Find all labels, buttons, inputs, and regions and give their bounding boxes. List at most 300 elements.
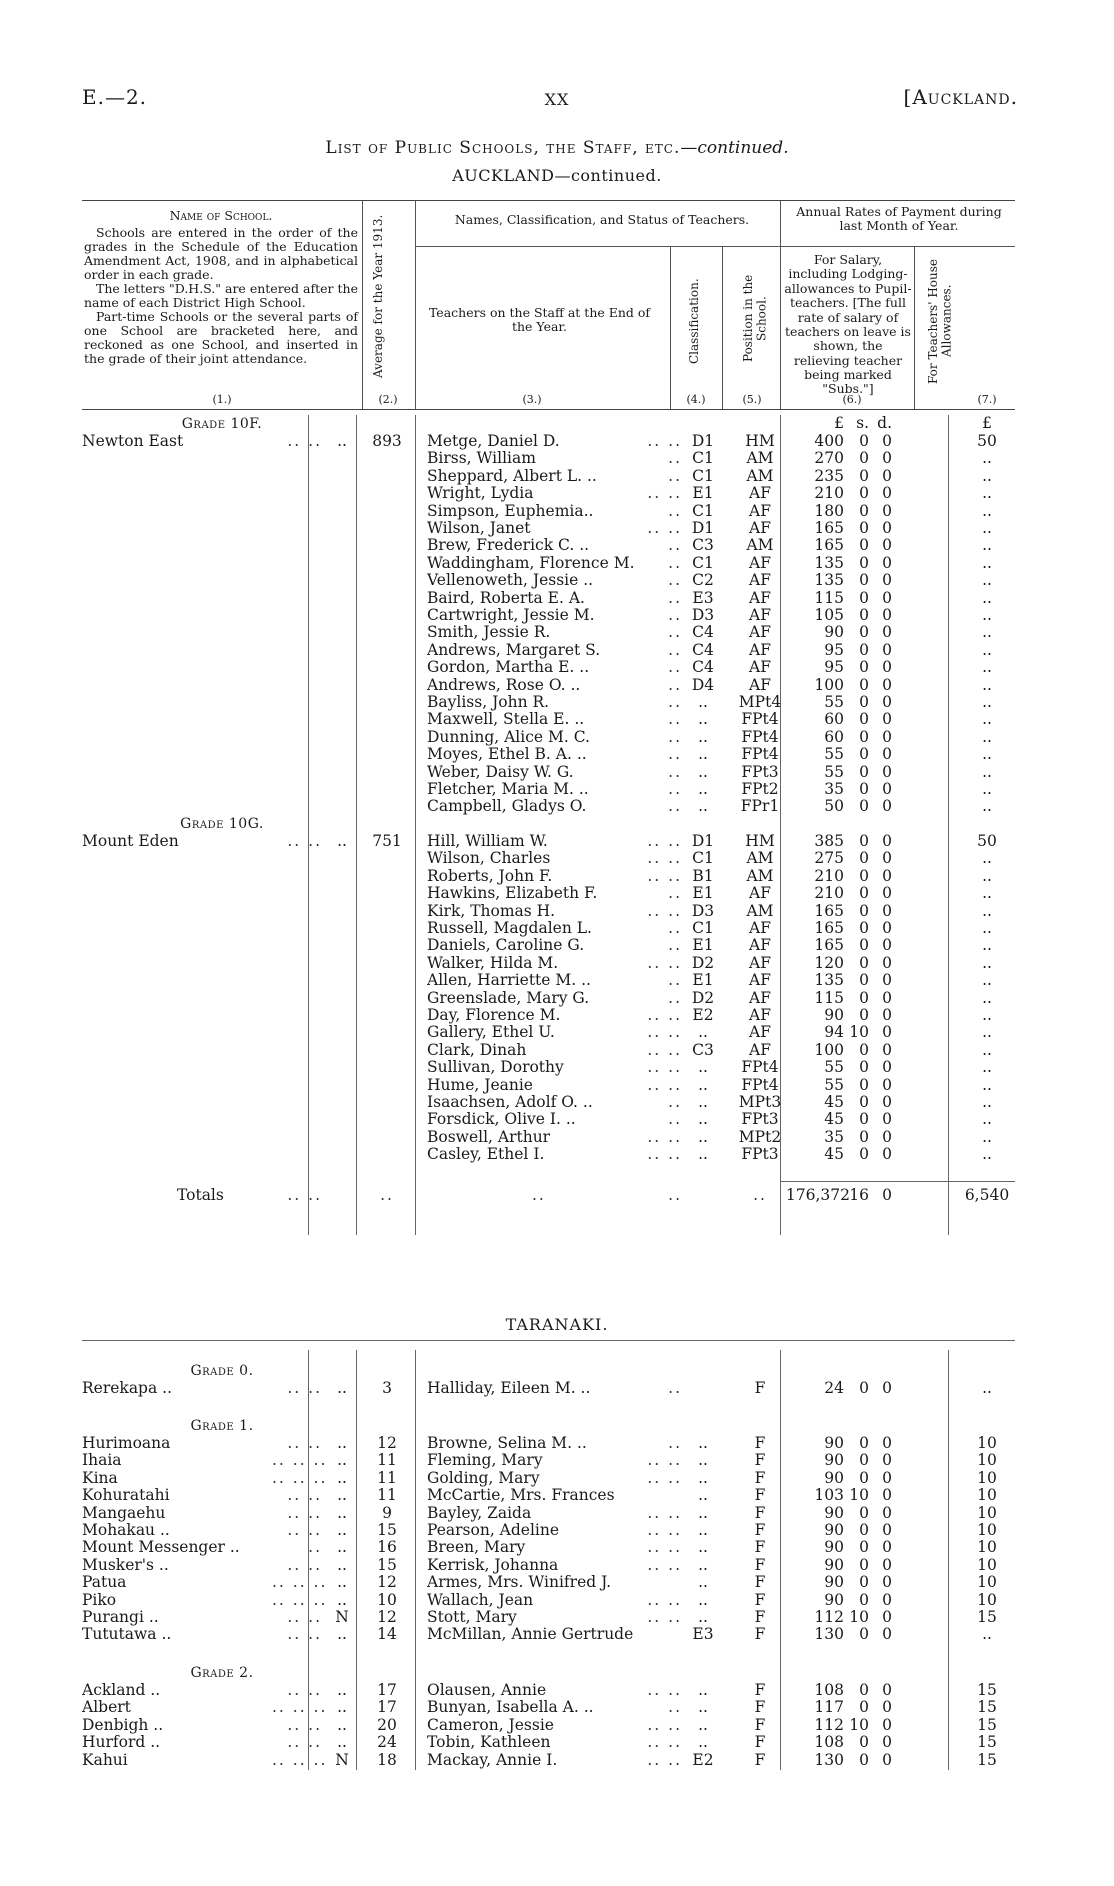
- salary-pounds: 94: [824, 1023, 844, 1042]
- table-row: [82, 1470, 1015, 1487]
- house-allowance: ..: [982, 449, 992, 468]
- table-row: [82, 955, 1015, 972]
- leader-dots: ..: [668, 797, 682, 816]
- leader-dots: .. .. ..: [272, 1573, 328, 1592]
- salary-shillings: 0: [859, 710, 869, 729]
- teacher-name: Greenslade, Mary G.: [427, 989, 590, 1007]
- allowance-unit: £: [982, 414, 992, 432]
- salary-pence: 0: [882, 571, 892, 590]
- teacher-name: Wilson, Janet: [427, 520, 531, 537]
- table-row: [82, 433, 1015, 450]
- grade-heading: Grade 0.: [190, 1363, 254, 1379]
- average-attendance: 14: [377, 1625, 397, 1644]
- table-row: [82, 1734, 1015, 1751]
- page-title: [0, 138, 1114, 158]
- salary-shillings: 0: [859, 1573, 869, 1592]
- section-rule: [82, 1340, 1015, 1341]
- classification: ..: [698, 1521, 708, 1539]
- average-attendance: 11: [377, 1468, 397, 1487]
- table-row: [82, 1574, 1015, 1591]
- teacher-name: McCartie, Mrs. Frances: [427, 1487, 615, 1505]
- teacher-name: Birss, William: [427, 450, 536, 468]
- leader-dots: ..: [668, 1110, 682, 1129]
- average-attendance: 12: [377, 1434, 397, 1452]
- school-name: Hurimoana: [82, 1435, 171, 1452]
- house-allowance: 10: [977, 1590, 997, 1609]
- leader-dots: ..: [308, 1538, 322, 1557]
- salary-shillings: 0: [859, 1538, 869, 1557]
- leader-dots: .. ..: [647, 832, 682, 850]
- salary-pounds: 55: [824, 693, 844, 711]
- house-allowance: 15: [977, 1715, 997, 1734]
- leader-dots: .. ..: [647, 1145, 682, 1164]
- native-marker: ..: [337, 1698, 347, 1717]
- column-header: [82, 200, 1015, 410]
- salary-pounds: 112: [814, 1715, 844, 1734]
- average-attendance: 3: [382, 1379, 392, 1397]
- totals-shillings: 16: [849, 1186, 869, 1204]
- salary-pounds: 24: [824, 1379, 844, 1397]
- salary-pence: 0: [882, 1573, 892, 1592]
- house-allowance: 10: [977, 1521, 997, 1539]
- table-row: [82, 1129, 1015, 1146]
- classification: ..: [698, 1075, 708, 1094]
- teacher-name: Hume, Jeanie: [427, 1076, 533, 1094]
- teacher-name: Simpson, Euphemia..: [427, 502, 594, 520]
- school-name: Ackland ..: [82, 1682, 161, 1699]
- position: F: [754, 1608, 766, 1626]
- pence-unit: d.: [877, 414, 892, 432]
- salary-pounds: 95: [824, 658, 844, 677]
- position: FPt4: [741, 727, 779, 746]
- leader-dots: ..: [668, 640, 682, 659]
- house-allowance: ..: [982, 466, 992, 485]
- classification: ..: [698, 1093, 708, 1111]
- salary-shillings: 10: [849, 1023, 869, 1042]
- salary-pounds: 108: [814, 1681, 844, 1699]
- teacher-name: Stott, Mary: [427, 1609, 517, 1626]
- classification: C1: [692, 449, 714, 468]
- position: FPt4: [741, 1075, 779, 1094]
- leader-dots: .. ..: [647, 866, 682, 885]
- col-number-6: (6.): [842, 392, 862, 406]
- native-marker: ..: [337, 1625, 347, 1644]
- teacher-name: Day, Florence M.: [427, 1007, 561, 1024]
- house-allowance: 10: [977, 1538, 997, 1557]
- salary-pence: 0: [882, 1040, 892, 1059]
- table-row: [82, 885, 1015, 902]
- position: FPt2: [741, 780, 779, 798]
- salary-pence: 0: [882, 797, 892, 816]
- house-allowance: 10: [977, 1503, 997, 1522]
- classification: ..: [698, 1590, 708, 1609]
- salary-shillings: 0: [859, 745, 869, 764]
- teacher-name: Baird, Roberta E. A.: [427, 589, 585, 607]
- teacher-name: Sullivan, Dorothy: [427, 1059, 564, 1077]
- table-row: [82, 1452, 1015, 1469]
- salary-pence: 0: [882, 1075, 892, 1094]
- leader-dots: ..: [668, 658, 682, 677]
- report-code: E.—2.: [82, 85, 148, 109]
- salary-shillings: 0: [859, 953, 869, 972]
- native-marker: N: [335, 1608, 349, 1626]
- salary-pence: 0: [882, 606, 892, 624]
- table-row: [82, 572, 1015, 589]
- salary-pence: 0: [882, 466, 892, 485]
- salary-pence: 0: [882, 1715, 892, 1734]
- salary-pounds: 165: [814, 919, 844, 937]
- table-row: [82, 1111, 1015, 1128]
- position: F: [754, 1715, 766, 1734]
- teacher-name: Fleming, Mary: [427, 1452, 543, 1470]
- school-name: Kahui: [82, 1751, 128, 1769]
- house-allowance: ..: [982, 1058, 992, 1077]
- average-attendance: 11: [377, 1451, 397, 1470]
- classification: D1: [691, 519, 715, 537]
- salary-pence: 0: [882, 780, 892, 798]
- leader-dots: ..: [668, 553, 682, 572]
- classification: E1: [692, 971, 714, 990]
- teacher-name: Halliday, Eileen M. ..: [427, 1380, 591, 1397]
- salary-pounds: 385: [814, 832, 844, 850]
- classification: C1: [692, 553, 714, 572]
- average-attendance: 12: [377, 1573, 397, 1592]
- salary-pounds: 90: [824, 1573, 844, 1592]
- classification: ..: [698, 797, 708, 816]
- position: AF: [749, 971, 771, 990]
- position: AF: [749, 1023, 771, 1042]
- salary-pence: 0: [882, 919, 892, 937]
- position: F: [754, 1468, 766, 1487]
- house-allowance: 15: [977, 1608, 997, 1626]
- grade-heading: Grade 10G.: [180, 816, 264, 832]
- average-attendance: 17: [377, 1698, 397, 1717]
- salary-shillings: 0: [859, 1503, 869, 1522]
- house-allowance: 10: [977, 1451, 997, 1470]
- school-name: Newton East: [82, 433, 184, 450]
- classification: ..: [698, 780, 708, 798]
- salary-shillings: 0: [859, 1555, 869, 1574]
- classification: D4: [691, 675, 715, 694]
- position: F: [754, 1681, 766, 1699]
- allowances-header: For Teachers' House Allowances.: [926, 258, 954, 384]
- salary-pence: 0: [882, 762, 892, 781]
- salary-shillings: 0: [859, 1093, 869, 1111]
- teacher-name: Weber, Daisy W. G.: [427, 763, 574, 781]
- table-row: [82, 1059, 1015, 1076]
- classification: ..: [698, 1451, 708, 1470]
- leader-dots: .. .. ..: [272, 1590, 328, 1609]
- position: F: [754, 1698, 766, 1717]
- leader-dots: ..: [668, 1093, 682, 1111]
- salary-pounds: 108: [814, 1733, 844, 1752]
- column-divider: [415, 201, 416, 409]
- leader-dots: .. ..: [287, 1521, 322, 1539]
- salary-pounds: 45: [824, 1110, 844, 1129]
- classification: ..: [698, 1468, 708, 1487]
- leader-dots: .. .. ..: [272, 1750, 328, 1769]
- teacher-name: Sheppard, Albert L. ..: [427, 467, 597, 485]
- house-allowance: ..: [982, 988, 992, 1007]
- teacher-name: Pearson, Adeline: [427, 1522, 560, 1539]
- salary-shillings: 0: [859, 1379, 869, 1397]
- table-row: [82, 1626, 1015, 1643]
- col-number-4: (4.): [686, 392, 706, 406]
- salary-shillings: 10: [849, 1608, 869, 1626]
- leader-dots: ..: [668, 919, 682, 937]
- salary-shillings: 0: [859, 919, 869, 937]
- house-allowance: ..: [982, 536, 992, 555]
- totals-pounds: 176,372: [785, 1186, 850, 1204]
- table-row: [82, 903, 1015, 920]
- classification: C2: [692, 571, 714, 590]
- classification: ..: [698, 762, 708, 781]
- position: AM: [746, 901, 774, 920]
- salary-pence: 0: [882, 866, 892, 885]
- leader-dots: ..: [668, 971, 682, 990]
- classification: ..: [698, 693, 708, 711]
- classification: ..: [698, 1145, 708, 1164]
- position: AF: [749, 953, 771, 972]
- table-row: [82, 1717, 1015, 1734]
- teacher-name: Wallach, Jean: [427, 1591, 534, 1609]
- house-allowance: ..: [982, 1023, 992, 1042]
- classification: E1: [692, 936, 714, 955]
- position: AF: [749, 484, 771, 503]
- salary-pence: 0: [882, 675, 892, 694]
- position: F: [754, 1590, 766, 1609]
- position: MPt2: [738, 1127, 782, 1146]
- leader-dots: ..: [668, 745, 682, 764]
- position: FPt4: [741, 745, 779, 764]
- leader-dots: ..: [668, 727, 682, 746]
- average-attendance: 11: [377, 1486, 397, 1505]
- salary-pence: 0: [882, 936, 892, 955]
- salary-shillings: 0: [859, 571, 869, 590]
- average-attendance: 893: [372, 432, 402, 450]
- salary-pounds: 60: [824, 710, 844, 729]
- position: AF: [749, 675, 771, 694]
- position: FPt3: [741, 1110, 779, 1129]
- salary-pounds: 45: [824, 1145, 844, 1164]
- classification: C1: [692, 466, 714, 485]
- average-attendance: 15: [377, 1555, 397, 1574]
- totals-label: Totals: [177, 1186, 224, 1204]
- table-row: [82, 990, 1015, 1007]
- salary-pounds: 90: [824, 1451, 844, 1470]
- leader-dots: ..: [532, 1186, 546, 1204]
- leader-dots: ..: [668, 536, 682, 555]
- salary-pounds: 95: [824, 640, 844, 659]
- leader-dots: .. ..: [647, 1555, 682, 1574]
- teacher-name: Smith, Jessie R.: [427, 624, 551, 642]
- position: FPt4: [741, 1058, 779, 1077]
- salary-shillings: 0: [859, 432, 869, 450]
- teacher-name: McMillan, Annie Gertrude: [427, 1626, 634, 1644]
- classification: ..: [698, 710, 708, 729]
- leader-dots: .. ..: [647, 1521, 682, 1539]
- totals-rule: [780, 1181, 1015, 1182]
- native-marker: ..: [337, 1486, 347, 1505]
- leader-dots: .. ..: [647, 1058, 682, 1077]
- classification: ..: [698, 1733, 708, 1752]
- leader-dots: .. .. ..: [272, 1698, 328, 1717]
- house-allowance: 10: [977, 1486, 997, 1505]
- leader-dots: .. ..: [647, 1023, 682, 1042]
- salary-pounds: 275: [814, 849, 844, 868]
- house-allowance: ..: [982, 797, 992, 816]
- classification: ..: [698, 1110, 708, 1129]
- col-number-3: (3.): [522, 392, 542, 406]
- classification: C4: [692, 658, 714, 677]
- position-header: Position in the School.: [741, 274, 769, 363]
- grade-heading: Grade 1.: [190, 1418, 254, 1434]
- salary-shillings: 0: [859, 1698, 869, 1717]
- table-row: [82, 520, 1015, 537]
- native-marker: ..: [337, 432, 347, 450]
- salary-pounds: 35: [824, 780, 844, 798]
- salary-pence: 0: [882, 745, 892, 764]
- leader-dots: .. ..: [647, 1750, 682, 1769]
- salary-pence: 0: [882, 1145, 892, 1164]
- table-row: [82, 624, 1015, 641]
- house-allowance: 10: [977, 1434, 997, 1452]
- position: F: [754, 1750, 766, 1769]
- salary-pounds: 117: [814, 1698, 844, 1717]
- salary-pence: 0: [882, 693, 892, 711]
- native-marker: ..: [337, 1733, 347, 1752]
- leader-dots: .. ..: [287, 1715, 322, 1734]
- classification: C1: [692, 849, 714, 868]
- salary-pence: 0: [882, 988, 892, 1007]
- school-name: Purangi ..: [82, 1609, 159, 1626]
- native-marker: N: [335, 1750, 349, 1769]
- table-row: [82, 1024, 1015, 1041]
- table-row: [82, 1146, 1015, 1163]
- salary-pounds: 90: [824, 623, 844, 642]
- teacher-name: Brew, Frederick C. ..: [427, 537, 590, 555]
- table-row: [82, 1752, 1015, 1769]
- position: HM: [745, 832, 775, 850]
- column-divider: [914, 246, 915, 409]
- classification: E3: [692, 588, 714, 607]
- leader-dots: .. ..: [647, 484, 682, 503]
- salary-pence: 0: [882, 1698, 892, 1717]
- house-allowance: ..: [982, 866, 992, 885]
- salary-pounds: 90: [824, 1538, 844, 1557]
- salary-pence: 0: [882, 501, 892, 520]
- teacher-name: Dunning, Alice M. C.: [427, 728, 590, 746]
- pounds-unit: £: [834, 414, 844, 432]
- table-row: [82, 781, 1015, 798]
- annual-rates-header: Annual Rates of Payment during last Month of Year.: [796, 204, 1002, 234]
- table-row: [82, 1539, 1015, 1556]
- leader-dots: .. ..: [647, 1451, 682, 1470]
- table-row: [82, 590, 1015, 607]
- leader-dots: .. ..: [647, 1590, 682, 1609]
- name-note-3: Part-time Schools or the several parts of one School are bracketed here, and reckoned as one School, and inserted in the grade of their joint attendance.: [84, 309, 358, 366]
- salary-shillings: 0: [859, 1075, 869, 1094]
- salary-shillings: 0: [859, 936, 869, 955]
- table-row: [82, 537, 1015, 554]
- position: AF: [749, 936, 771, 955]
- house-allowance: ..: [982, 571, 992, 590]
- section-title-auckland: AUCKLAND—continued.: [452, 166, 662, 185]
- teacher-name: Kerrisk, Johanna: [427, 1556, 559, 1574]
- position: AM: [746, 536, 774, 555]
- salary-pounds: 210: [814, 484, 844, 503]
- position: AF: [749, 988, 771, 1007]
- position: FPt3: [741, 762, 779, 781]
- grade-heading: Grade 10F.: [181, 416, 263, 432]
- salary-pence: 0: [882, 710, 892, 729]
- leader-dots: .. ..: [647, 432, 682, 450]
- teacher-name: Gallery, Ethel U.: [427, 1024, 555, 1042]
- salary-pounds: 165: [814, 536, 844, 555]
- salary-shillings: 0: [859, 501, 869, 520]
- house-allowance: 50: [977, 432, 997, 450]
- native-marker: ..: [337, 1573, 347, 1592]
- column-divider: [722, 246, 723, 409]
- table-row: [82, 1682, 1015, 1699]
- salary-pence: 0: [882, 1023, 892, 1042]
- salary-pence: 0: [882, 727, 892, 746]
- house-allowance: ..: [982, 1379, 992, 1397]
- classification: C3: [692, 1040, 714, 1059]
- table-row: [82, 764, 1015, 781]
- house-allowance: ..: [982, 919, 992, 937]
- table-row: [82, 937, 1015, 954]
- name-of-school-header: [82, 201, 362, 409]
- house-allowance: ..: [982, 658, 992, 677]
- leader-dots: ..: [668, 501, 682, 520]
- position: F: [754, 1434, 766, 1452]
- salary-pounds: 90: [824, 1006, 844, 1024]
- totals-pence: 0: [882, 1186, 892, 1204]
- teacher-name: Armes, Mrs. Winifred J.: [427, 1574, 612, 1592]
- native-marker: ..: [337, 1590, 347, 1609]
- salary-pounds: 210: [814, 884, 844, 903]
- column-divider: [362, 201, 363, 409]
- salary-shillings: 0: [859, 727, 869, 746]
- position: AM: [746, 866, 774, 885]
- position: MPt3: [738, 1093, 782, 1111]
- leader-dots: .. ..: [287, 1681, 322, 1699]
- salary-shillings: 0: [859, 536, 869, 555]
- col-number-5: (5.): [742, 392, 762, 406]
- average-attendance: 24: [377, 1733, 397, 1752]
- position: AF: [749, 884, 771, 903]
- house-allowance: ..: [982, 588, 992, 607]
- leader-dots: ..: [668, 1379, 682, 1397]
- classification: ..: [698, 1127, 708, 1146]
- leader-dots: ..: [668, 936, 682, 955]
- leader-dots: .. ..: [647, 519, 682, 537]
- teacher-name: Golding, Mary: [427, 1469, 540, 1487]
- school-name: Ihaia: [82, 1452, 122, 1470]
- salary-shillings: 0: [859, 1127, 869, 1146]
- salary-shillings: 0: [859, 1681, 869, 1699]
- house-allowance: ..: [982, 675, 992, 694]
- leader-dots: .. ..: [287, 1379, 322, 1397]
- salary-pence: 0: [882, 1058, 892, 1077]
- col-number-1: (1.): [212, 392, 232, 406]
- classification: C3: [692, 536, 714, 555]
- school-name: Kohuratahi: [82, 1487, 170, 1505]
- table-row: [82, 1380, 1015, 1397]
- average-attendance: 18: [377, 1750, 397, 1769]
- classification: E2: [692, 1006, 714, 1024]
